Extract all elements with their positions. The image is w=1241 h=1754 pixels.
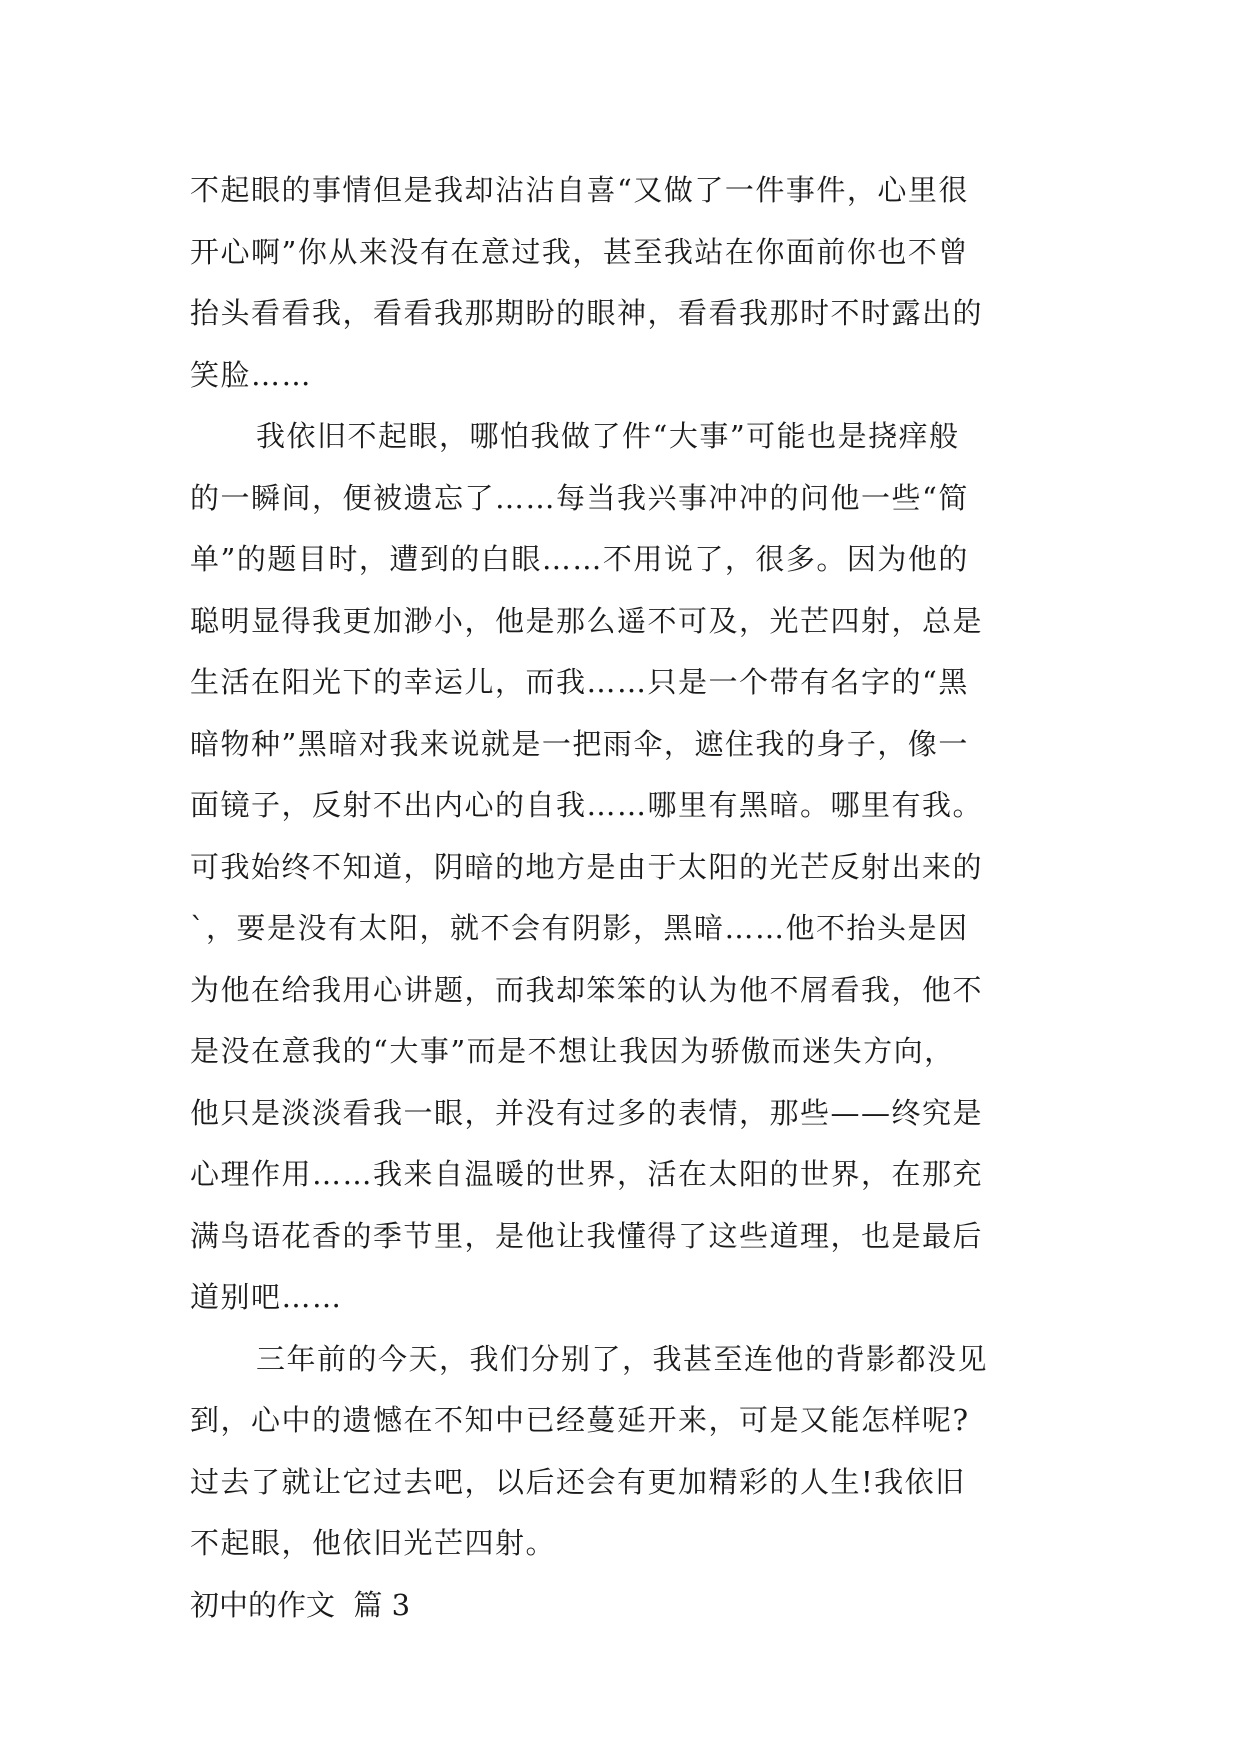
text-line: 笑脸…… (190, 357, 313, 392)
text-line: 开心啊”你从来没有在意过我，甚至我站在你面前你也不曾 (190, 234, 969, 269)
text-line: 单”的题目时，遭到的白眼……不用说了，很多。因为他的 (190, 542, 969, 576)
text-line: 生活在阳光下的幸运儿，而我……只是一个带有名字的“黑 (190, 665, 969, 699)
text-line: 为他在给我用心讲题，而我却笨笨的认为他不屑看我，他不 (190, 972, 984, 1007)
text-line: `，要是没有太阳，就不会有阴影，黑暗……他不抬头是因 (190, 911, 969, 945)
text-line: 他只是淡淡看我一眼，并没有过多的表情，那些——终究是 (190, 1095, 984, 1130)
text-line: 的一瞬间，便被遗忘了……每当我兴事冲冲的问他一些“简 (190, 480, 969, 515)
text-line: 过去了就让它过去吧，以后还会有更加精彩的人生!我依旧 (190, 1464, 966, 1499)
text-line: 到，心中的遗憾在不知中已经蔓延开来，可是又能怎样呢? (190, 1403, 970, 1437)
paragraph-2 (190, 406, 1070, 1329)
text-line: 可我始终不知道，阴暗的地方是由于太阳的光芒反射出来的 (190, 849, 984, 884)
paragraph-1 (190, 160, 1070, 406)
text-line: 聪明显得我更加渺小，他是那么遥不可及，光芒四射，总是 (190, 603, 984, 638)
text-line: 是没在意我的“大事”而是不想让我因为骄傲而迷失方向， (190, 1034, 955, 1068)
text-line: 满鸟语花香的季节里，是他让我懂得了这些道理，也是最后 (190, 1218, 984, 1253)
text-line: 我依旧不起眼，哪怕我做了件“大事”可能也是挠痒般 (256, 419, 960, 453)
text-line: 面镜子，反射不出内心的自我……哪里有黑暗。哪里有我。 (190, 788, 984, 822)
text-line: 三年前的今天，我们分别了，我甚至连他的背影都没见 (256, 1341, 989, 1376)
paragraph-3 (190, 1329, 1070, 1575)
text-line: 心理作用……我来自温暖的世界，活在太阳的世界，在那充 (190, 1157, 984, 1191)
text-line: 不起眼，他依旧光芒四射。 (190, 1526, 557, 1560)
text-line: 不起眼的事情但是我却沾沾自喜“又做了一件事件，心里很 (190, 173, 969, 207)
section-heading: 初中的作文 篇 3 (190, 1587, 411, 1622)
text-line: 抬头看看我，看看我那期盼的眼神，看看我那时不时露出的 (190, 296, 984, 330)
document-body (190, 160, 1070, 1636)
text-line: 暗物种”黑暗对我来说就是一把雨伞，遮住我的身子，像一 (190, 726, 969, 761)
text-line: 道别吧…… (190, 1280, 343, 1314)
